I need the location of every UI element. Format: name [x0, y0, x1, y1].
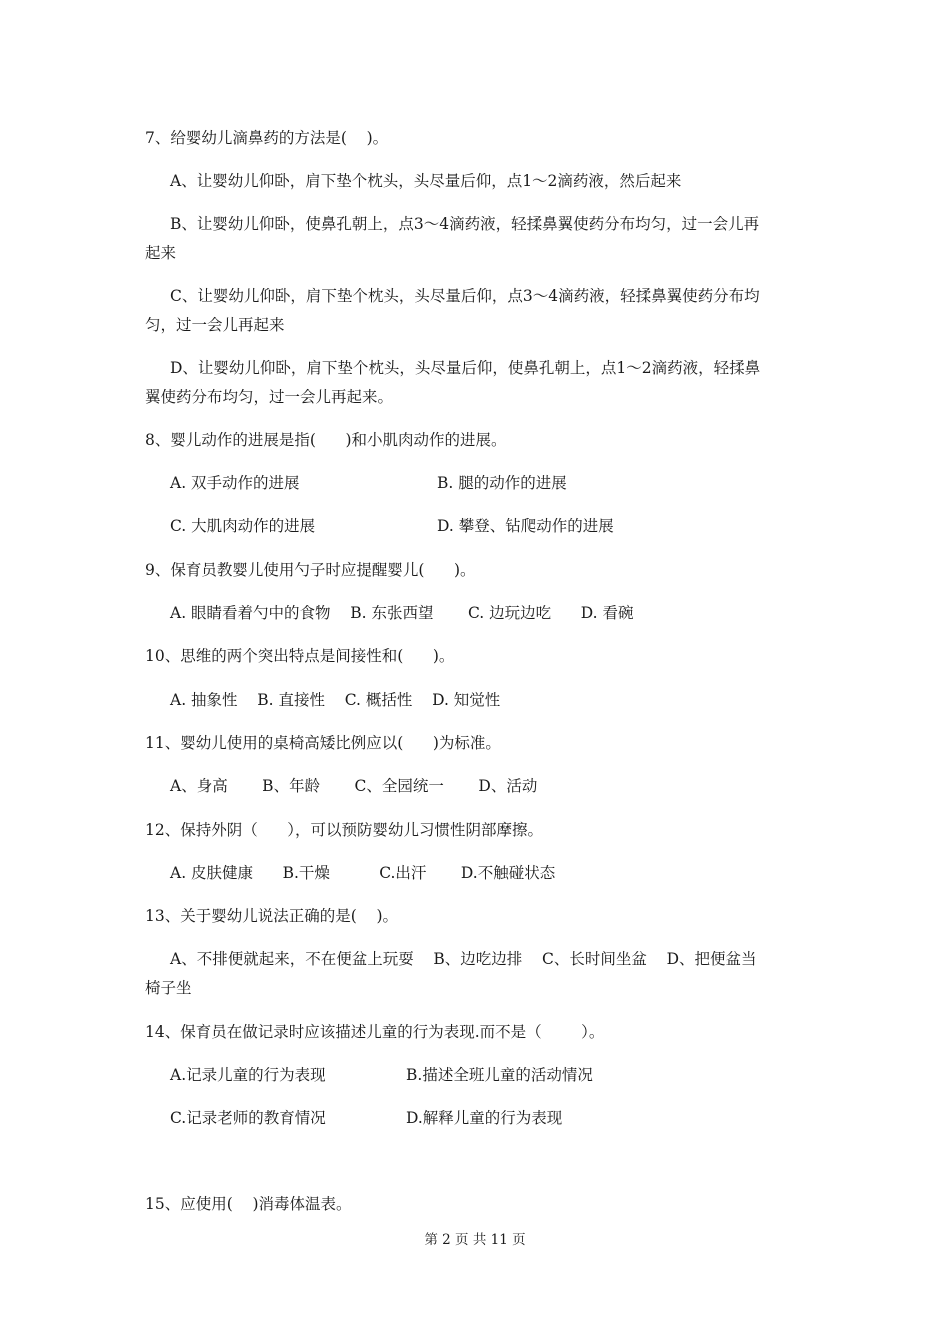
question-14-stem: 14、保育员在做记录时应该描述儿童的行为表现.而不是（ ）。: [145, 1023, 605, 1041]
question-7-stem: 7、给婴幼儿滴鼻药的方法是( )。: [145, 129, 389, 147]
question-8-option-a: A. 双手动作的进展: [170, 474, 300, 492]
page-number-footer: 第 2 页 共 11 页: [424, 1232, 526, 1248]
question-9-options: A. 眼睛看着勺中的食物 B. 东张西望 C. 边玩边吃 D. 看碗: [170, 604, 634, 622]
question-7-option-a: A、让婴幼儿仰卧，肩下垫个枕头，头尽量后仰，点1～2滴药液，然后起来: [170, 172, 682, 190]
question-8-option-c: C. 大肌肉动作的进展: [170, 517, 316, 535]
question-13-options-line1: A、不排便就起来，不在便盆上玩耍 B、边吃边排 C、长时间坐盆 D、把便盆当: [170, 950, 757, 968]
question-8-stem: 8、婴儿动作的进展是指( )和小肌肉动作的进展。: [145, 431, 507, 449]
question-7-option-c-line2: 匀，过一会儿再起来: [145, 316, 285, 334]
question-8-option-d: D. 攀登、钻爬动作的进展: [437, 517, 614, 535]
question-9-stem: 9、保育员教婴儿使用勺子时应提醒婴儿( )。: [145, 561, 476, 579]
question-12-stem: 12、保持外阴（ ），可以预防婴幼儿习惯性阴部摩擦。: [145, 821, 544, 839]
question-14-option-c: C.记录老师的教育情况: [170, 1109, 326, 1127]
question-13-options-line2: 椅子坐: [145, 979, 192, 997]
question-10-stem: 10、思维的两个突出特点是间接性和( )。: [145, 647, 455, 665]
question-12-options: A. 皮肤健康 B.干燥 C.出汗 D.不触碰状态: [170, 864, 556, 882]
question-10-options: A. 抽象性 B. 直接性 C. 概括性 D. 知觉性: [170, 691, 501, 709]
question-15-stem: 15、应使用( )消毒体温表。: [145, 1195, 352, 1213]
question-13-stem: 13、关于婴幼儿说法正确的是( )。: [145, 907, 399, 925]
question-14-option-d: D.解释儿童的行为表现: [406, 1109, 563, 1127]
question-7-option-d-line2: 翼使药分布均匀，过一会儿再起来。: [145, 388, 394, 406]
question-14-option-b: B.描述全班儿童的活动情况: [406, 1066, 593, 1084]
question-11-options: A、身高 B、年龄 C、全园统一 D、活动: [170, 777, 538, 795]
question-7-option-b-line2: 起来: [145, 244, 177, 262]
question-7-option-b-line1: B、让婴幼儿仰卧，使鼻孔朝上，点3～4滴药液，轻揉鼻翼使药分布均匀，过一会儿再: [170, 215, 760, 233]
question-8-option-b: B. 腿的动作的进展: [437, 474, 567, 492]
question-7-option-c-line1: C、让婴幼儿仰卧，肩下垫个枕头，头尽量后仰，点3～4滴药液，轻揉鼻翼使药分布均: [170, 287, 760, 305]
question-14-option-a: A.记录儿童的行为表现: [170, 1066, 326, 1084]
question-7-option-d-line1: D、让婴幼儿仰卧，肩下垫个枕头，头尽量后仰，使鼻孔朝上，点1～2滴药液，轻揉鼻: [170, 359, 761, 377]
question-11-stem: 11、婴幼儿使用的桌椅高矮比例应以( )为标准。: [145, 734, 501, 752]
